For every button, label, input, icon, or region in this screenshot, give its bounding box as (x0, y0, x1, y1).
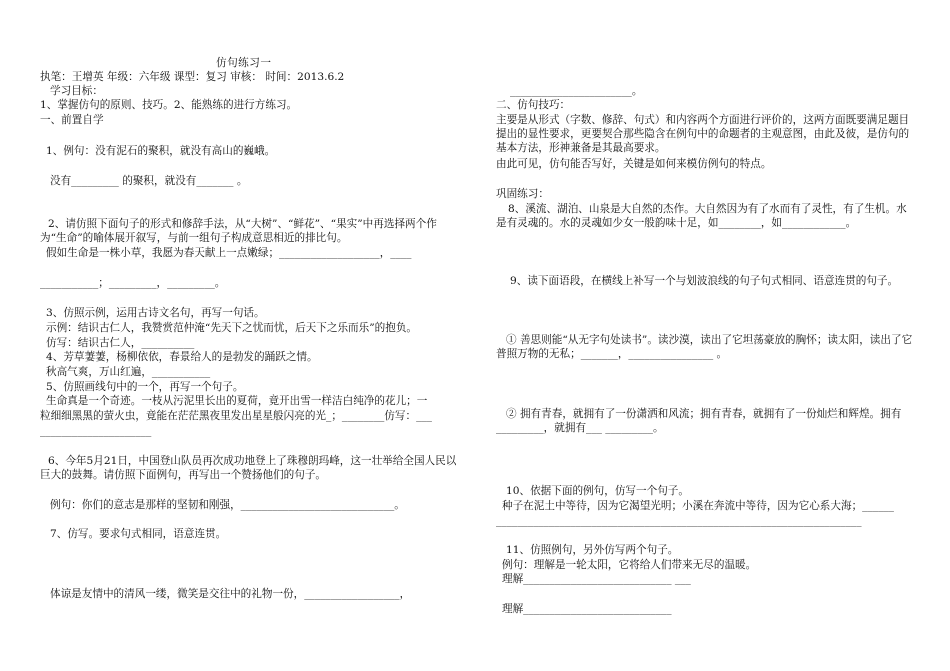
q3-example: 示例：结识古仁人，我赞赏范仲淹“先天下之忧而忧，后天下之乐而乐”的抱负。 (46, 322, 418, 334)
q10-blank: _____________________________________________________________________ (496, 515, 862, 527)
q7-prompt: 7、仿写。要求句式相同，语意连贯。 (50, 528, 227, 540)
carry-over-line: _______________________。 (510, 85, 643, 97)
q9-item-1: ① 善思则能“从无字句处读书”。读沙漠，读出了它坦荡豪放的胸怀；读太阳，读出了它普照万物的无私；_______，________________ 。 (496, 334, 913, 360)
goals-text: 1、掌握仿句的原则、技巧。2、能熟练的进行方练习。 (40, 99, 298, 111)
q4-example: 秋高气爽，万山红遍，___________ (46, 366, 211, 378)
q6-example: 例句：你们的意志是那样的坚韧和刚强，_____________________________。 (50, 499, 405, 511)
q5-prompt: 5、仿照画线句中的一个，再写一个句子。 (46, 381, 244, 393)
goals-heading: 学习目标： (50, 85, 103, 97)
q11-example: 例句：理解是一轮太阳，它将给人们带来无尽的温暖。 (502, 559, 757, 571)
technique-text: 主要是从形式（字数、修辞、句式）和内容两个方面进行评价的，这两方面既要满足题目提出的显性要求，更要契合那些隐含在例句中的命题者的主观意图，由此及彼，是仿句的基本方法，形神兼备是其最高要求。 (496, 114, 910, 154)
q11-blank-1: 理解____________________________ ___ (502, 573, 691, 585)
q11-prompt: 11、仿照例句，另外仿写两个句子。 (506, 544, 679, 556)
q10-example: 种子在泥土中等待，因为它渴望光明；小溪在奔流中等待，因为它心系大海；______ (502, 500, 894, 512)
q5-blank: _____________________ (40, 425, 152, 437)
q1-blank: 没有_________ 的聚积，就没有_______ 。 (50, 175, 248, 187)
q2-prompt: 2、请仿照下面句子的形式和修辞手法，从“大树”、“鲜花”、“果实”中再选择两个作为“生命”的喻体展开叙写，与前一组句子构成意思相近的排比句。 (40, 218, 437, 244)
q2-example: 假如生命是一株小草，我愿为春天献上一点嫩绿；___________________，____ (46, 247, 412, 259)
q5-text-line-2: 粒细细黑黑的萤火虫，竟能在茫茫黑夜里发出星星般闪亮的光_；________仿写：___ (40, 410, 432, 422)
q9-item-2: ② 拥有青春，就拥有了一份潇洒和风流；拥有青春，就拥有了一份灿烂和辉煌。拥有_________，就拥有___ _________。 (496, 408, 902, 434)
q4-prompt: 4、芳草萋萋，杨柳依依，春景给人的是勃发的踊跃之情。 (46, 351, 318, 363)
conclusion-text: 由此可见，仿句能否写好，关键是如何来模仿例句的特点。 (496, 158, 772, 170)
section-1-heading: 一、前置自学 (40, 114, 104, 126)
q10-prompt: 10、依据下面的例句，仿写一个句子。 (506, 485, 689, 497)
q3-fill: 仿写：结识古仁人，__________ (46, 337, 195, 349)
q1-example: 1、例句：没有泥石的聚积，就没有高山的巍峨。 (46, 145, 276, 157)
q2-blanks: ___________；_________，_________。 (40, 277, 226, 289)
section-2-heading: 二、仿句技巧： (496, 99, 571, 111)
q3-prompt: 3、仿照示例，运用古诗文名句，再写一句话。 (46, 307, 265, 319)
q8-text: 8、溪流、湖泊、山泉是大自然的杰作。大自然因为有了水而有了灵性，有了生机。水是有灵魂的。水的灵魂如少女一般韵味十足，如________，如____________。 (496, 203, 907, 229)
q7-example: 体谅是友情中的清风一缕，微笑是交往中的礼物一份，__________________， (50, 588, 411, 600)
practice-heading: 巩固练习： (496, 188, 549, 200)
q5-text-line-1: 生命真是一个奇迹。一枝从污泥里长出的夏荷，竟开出雪一样洁白纯净的花儿；一 (46, 395, 428, 407)
document-header: 执笔：王增英 年级：六年级 课型：复习 审核： 时间：2013.6.2 (40, 71, 345, 83)
document-title: 仿句练习一 (216, 57, 272, 69)
q9-prompt: 9、读下面语段，在横线上补写一个与划波浪线的句子句式相同、语意连贯的句子。 (510, 275, 899, 287)
q6-prompt: 6、今年5月21日，中国登山队员再次成功地登上了珠穆朗玛峰，这一壮举给全国人民以巨大的鼓舞。请仿照下面例句，再写出一个赞扬他们的句子。 (40, 455, 457, 481)
q11-blank-2: 理解____________________________ (502, 603, 672, 615)
